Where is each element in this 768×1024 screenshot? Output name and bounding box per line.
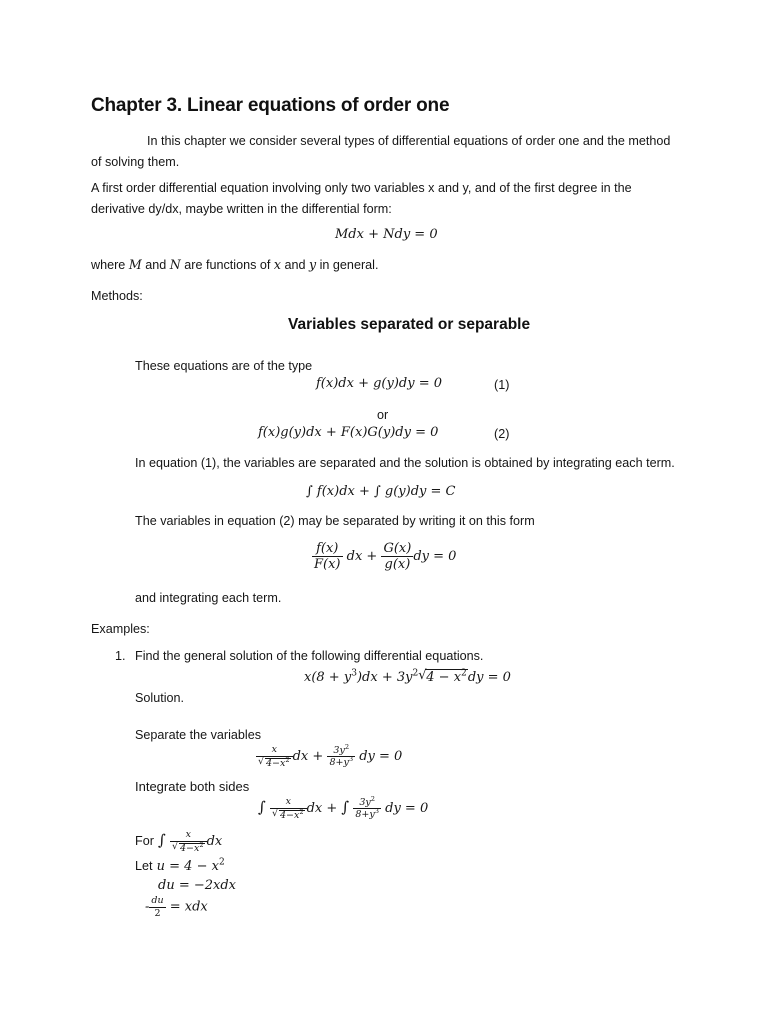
du-fraction-equation: - $\frac{du}{2}$ = xdx [145,895,208,919]
methods-label: Methods: [91,289,143,303]
equation-2-number: (2) [494,427,510,441]
definition-paragraph: A first order differential equation involving only two variables x and y, and of the first degree in the derivative dy/dx, maybe written in the differential form: [91,181,632,216]
eq2-explanation: The variables in equation (2) may be separated by writing it on this form [135,514,535,528]
integrating-each-term: and integrating each term. [135,591,282,605]
where-y: y [309,257,317,272]
separated-form-equation [312,542,456,571]
sqrt-symbol: √ $4 - x^2$ [418,668,467,685]
integrated-equation: ∫ x √ $4-x^2$ dx + ∫ $\frac{3y^2}{8+y^3}$ dy = 0 [258,794,429,821]
where-suffix: in general. [319,258,379,272]
section-title: Variables separated or separable [288,316,531,333]
where-line [91,254,378,276]
example-1-text: Find the general solution of the following differential equations. [135,649,484,663]
equation-main: Mdx + Ndy = 0 [335,227,438,242]
or-label: or [377,408,389,422]
where-and: and [145,258,167,272]
separated-end: dy = 0 [413,549,457,564]
int-fraction-2: $\frac{3y^2}{8+y^3}$ [355,794,379,820]
eq1-explanation: In equation (1), the variables are separated and the solution is obtained by integrating each term. [135,456,675,470]
where-M: M [128,257,142,272]
types-intro: These equations are of the type [135,359,313,373]
equation-1-number: (1) [494,378,510,392]
separate-label: Separate the variables [135,728,262,742]
where-mid: are functions of [184,258,271,272]
integral-solution: ∫ f(x)dx + ∫ g(y)dy = C [306,484,456,499]
where-x: x [273,257,281,272]
sv-mid: dx + [292,749,324,764]
sv-fraction-1: x √ $4-x^2$ [256,745,293,768]
chapter-title: Chapter 3. Linear equations of order one [91,95,450,116]
int-fraction-1: x √ $4-x^2$ [270,797,307,820]
where-N: N [169,257,181,272]
example-1-number: 1. [115,649,126,663]
equation-2: f(x)g(y)dx + F(x)G(y)dy = 0 [258,425,439,440]
separated-variables-equation [256,742,403,769]
solution-label: Solution. [135,691,185,705]
example-1-equation: $x(8 + y^3)dx + 3y^2$ √ $4 - x^2dy = 0$ [304,668,511,685]
examples-label: Examples: [91,622,150,636]
du-equation: du = −2xdx [158,878,236,893]
intro-paragraph: In this chapter we consider several types of differential equations of order one and the method of solving them. [91,134,671,169]
where-and2: and [284,258,306,272]
for-integral-line: For ∫ x √ $4-x^2$ dx [135,829,223,854]
sv-end: dy = 0 [359,749,403,764]
where-text: where [91,258,126,272]
separated-mid: dx + [346,549,378,564]
separated-fraction-2: $\frac{G(x)}{g(x)}$ [383,541,412,572]
separated-fraction-1: $\frac{f(x)}{F(x)}$ [314,541,341,572]
integrate-label: Integrate both sides [135,779,250,794]
equation-1: f(x)dx + g(y)dy = 0 [316,376,443,391]
for-fraction: x √ $4-x^2$ [170,830,207,853]
sv-fraction-2: $\frac{3y^2}{8+y^3}$ [329,742,354,768]
let-substitution: Let $u = 4 - x^2$ [135,857,225,874]
